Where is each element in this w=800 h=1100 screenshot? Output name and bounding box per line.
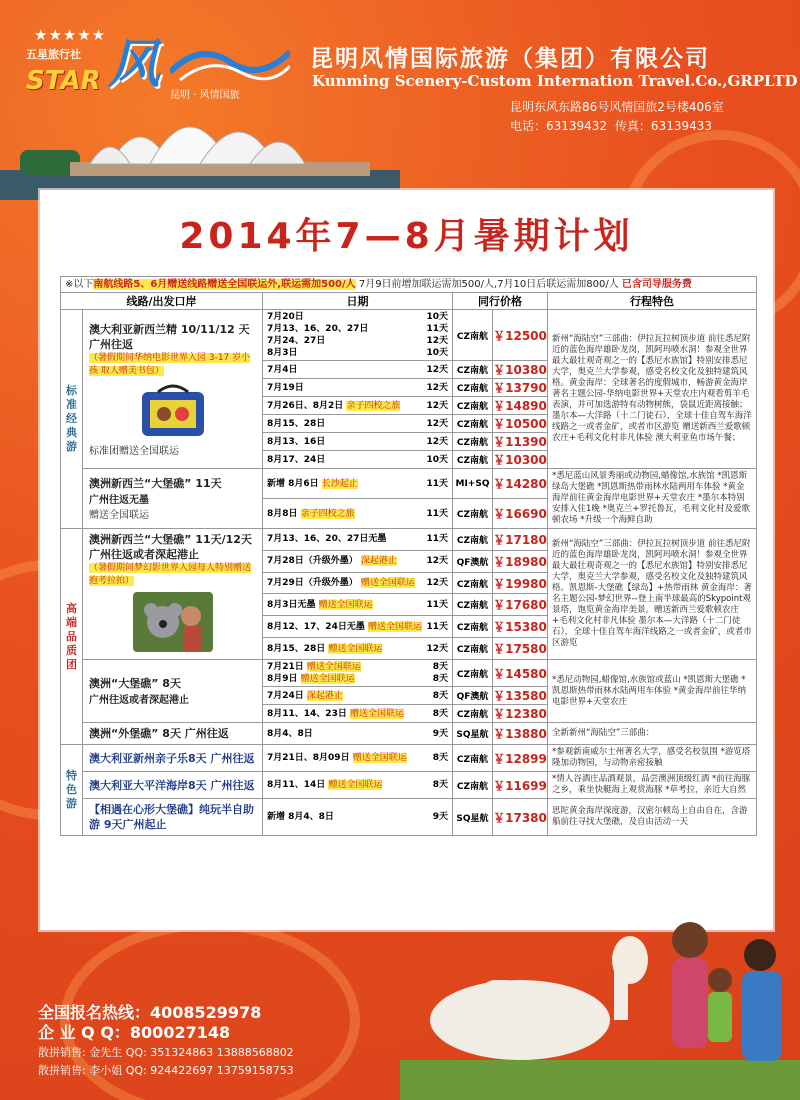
sydney-opera-house-icon <box>0 80 400 200</box>
feature-cell: 思陀黄金海岸深度游，汉密尔顿岛上自由自在，含游船前往寻找大堡礁，及自由活动一天 <box>548 799 757 836</box>
table-row <box>61 529 757 551</box>
date-line: 7月4日 12天 <box>267 364 448 375</box>
feature-cell: *情人谷酒庄品酒观景，品尝澳洲顶级红酒 *前往海豚之乡，乘坐快艇海上观赏海豚 *草考拉，亲近大自然 <box>548 772 757 799</box>
company-name-en: Kunming Scenery-Custom Internation Travel.Co.,GRPLTD <box>312 72 798 90</box>
feature-cell: 新州“海陆空”三部曲：伊拉瓦拉树顶步道 前往悉尼附近的蓝色海岸雄卧龙岗，凯阿玛喷水洞！参观全世界最大最壮观奇观之一的【悉尼水族馆】特别安排悉尼大学，奥克兰大学参观，感受名校文化及独特建筑风格。凯恩斯-大堡礁【绿岛】+热带雨林 黄金海岸：著名主题公园-梦幻世界--登上南半球最高的Skypoint观景塔，饱览黄金海岸美景。赠送新西兰爱歌顿农庄+毛利文化村非凡体验 墨尔本—大洋路（十二门徒石），全球十佳自驾车海洋线路之一或者金矿，或者市区游览 <box>548 529 757 660</box>
notice-bar <box>60 276 757 293</box>
category-label: 高端品质团 <box>61 529 83 745</box>
sales-contact-1: 散拼销售: 金先生 QQ: 351324863 13888568802 <box>38 1046 294 1059</box>
date-cell <box>263 660 453 687</box>
table-row <box>61 772 757 799</box>
family-alpaca-photo <box>400 900 800 1100</box>
table-row <box>61 660 757 687</box>
airline-cell: QF澳航 <box>453 550 493 572</box>
header-price: 同行价格 <box>453 293 548 310</box>
feature-cell: *悉尼蓝山风景秀丽或动物园,蜡像馆,水族馆 *凯恩斯绿岛大堡礁 *凯恩斯热带雨林水陆两用车体验 *黄金海岸前往黄金海岸电影世界+天堂农庄 *墨尔本特别安排入住1晚 *奥克兰+罗托鲁瓦，毛利文化村及爱歌顿农场 *升级一个海鲜自助 <box>548 469 757 529</box>
notice-prefix: ※以下 <box>65 279 94 290</box>
date-line: 7月24、27日 12天 <box>267 336 448 346</box>
page-title: 2014年7—8月暑期计划 <box>179 216 634 257</box>
route-cell <box>83 469 263 529</box>
airline-cell: CZ南航 <box>453 745 493 772</box>
date-cell <box>263 687 453 705</box>
price-cell: ￥19980 <box>493 572 548 594</box>
airline-cell: CZ南航 <box>453 397 493 415</box>
date-line: 7月20日 10天 <box>267 312 448 322</box>
airline-cell: CZ南航 <box>453 705 493 723</box>
route-note: （暑假期间梦幻影世界入园每人特别赠送抱考拉拍） <box>89 563 252 586</box>
date-cell <box>263 772 453 799</box>
route-subtitle: 广州往返无墨 <box>89 495 149 506</box>
date-cell <box>263 550 453 572</box>
wave-icon <box>170 42 290 82</box>
notice-mid: 7月9日前增加联运需加500/人,7月10日后联运需加800/人 <box>358 279 619 290</box>
feature-cell: *悉尼动物园,蜡像馆,水族馆或蓝山 *凯恩斯大堡礁 *凯恩斯热带雨林水陆两用车体验 *黄金海岸前往华纳电影世界+天堂农庄 <box>548 660 757 723</box>
route-title: 澳大利亚新西兰精 10/11/12 天广州往返 <box>89 322 250 351</box>
route-title: 澳大利亚新州亲子乐8天 广州往返 <box>89 751 255 765</box>
airline-cell: CZ南航 <box>453 529 493 551</box>
date-cell <box>263 799 453 836</box>
date-line: 8月11、14、23日 赠送全国联运 8天 <box>267 708 448 719</box>
price-cell: ￥10500 <box>493 415 548 433</box>
route-subtitle: 广州往返或者深起港止 <box>89 695 189 706</box>
price-cell: ￥11699 <box>493 772 548 799</box>
date-line: 7月19日 12天 <box>267 382 448 393</box>
airline-cell: MI+SQ <box>453 469 493 499</box>
airline-cell: CZ南航 <box>453 572 493 594</box>
route-cell <box>83 660 263 723</box>
date-cell <box>263 451 453 469</box>
price-cell: ￥14580 <box>493 660 548 687</box>
date-cell <box>263 499 453 529</box>
airline-cell: CZ南航 <box>453 451 493 469</box>
airline-cell: QF澳航 <box>453 687 493 705</box>
route-cell <box>83 745 263 772</box>
date-line: 8月11、14日 赠送全国联运 8天 <box>267 780 448 790</box>
airline-cell: CZ南航 <box>453 638 493 660</box>
notice-red: 南航线路5、6月赠送线路赠送全国联运外,联运需加500/人 <box>93 279 356 290</box>
schoolbag-photo <box>138 382 208 438</box>
hotline: 全国报名热线：4008529978 <box>38 1003 262 1022</box>
price-cell: ￥10380 <box>493 361 548 379</box>
date-cell <box>263 745 453 772</box>
date-line: 8月4、8日 9天 <box>267 728 448 739</box>
date-cell <box>263 310 453 361</box>
airline-cell: SQ星航 <box>453 723 493 745</box>
five-stars-icon: ★★★★★ <box>34 26 107 44</box>
date-line: 8月3日 10天 <box>267 348 448 358</box>
date-cell <box>263 723 453 745</box>
date-line: 7月13、16、20、27日无墨 11天 <box>267 534 448 545</box>
route-cell <box>83 772 263 799</box>
price-cell: ￥13580 <box>493 687 548 705</box>
airline-cell: SQ星航 <box>453 799 493 836</box>
date-line: 7月13、16、20、27日 11天 <box>267 324 448 334</box>
company-fax: 传真：63139433 <box>614 119 713 133</box>
price-cell: ￥18980 <box>493 550 548 572</box>
date-cell <box>263 469 453 499</box>
table-row <box>61 310 757 361</box>
date-cell <box>263 415 453 433</box>
date-cell <box>263 433 453 451</box>
airline-cell: CZ南航 <box>453 361 493 379</box>
airline-cell: CZ南航 <box>453 310 493 361</box>
date-cell <box>263 638 453 660</box>
sales-contact-2: 散拼销售: 李小姐 QQ: 924422697 13759158753 <box>38 1064 294 1077</box>
koala-photo <box>133 592 213 652</box>
date-cell <box>263 397 453 415</box>
route-title: 【相遇在心形大堡礁】纯玩半自助游 9天广州起止 <box>89 803 254 831</box>
date-line: 8月8日 亲子四校之旅 11天 <box>267 508 448 519</box>
date-line: 7月29日（升级外墨） 赠送全国联运 12天 <box>267 578 448 589</box>
date-cell <box>263 705 453 723</box>
date-line: 8月9日 赠送全国联运 8天 <box>267 674 448 684</box>
price-cell: ￥17380 <box>493 799 548 836</box>
enterprise-qq: 企 业 Q Q：800027148 <box>38 1023 231 1042</box>
route-title: 澳洲“外堡礁” 8天 广州往返 <box>89 727 229 740</box>
airline-cell: CZ南航 <box>453 616 493 638</box>
brand-line2: STAR <box>26 66 101 96</box>
date-line: 7月28日（升级外墨） 深起港止 12天 <box>267 556 448 567</box>
header-feature: 行程特色 <box>548 293 757 310</box>
route-title: 澳洲新西兰“大堡礁” 11天/12天广州往返或者深起港止 <box>89 533 252 561</box>
date-line: 7月21日 赠送全国联运 8天 <box>267 662 448 672</box>
date-cell <box>263 594 453 616</box>
price-cell: ￥17580 <box>493 638 548 660</box>
price-cell: ￥12899 <box>493 745 548 772</box>
price-cell: ￥15380 <box>493 616 548 638</box>
price-cell: ￥13790 <box>493 379 548 397</box>
company-phone: 电话：63139432 <box>510 119 608 133</box>
price-cell: ￥12500 <box>493 310 548 361</box>
price-cell: ￥17680 <box>493 594 548 616</box>
date-cell <box>263 379 453 397</box>
airline-cell: CZ南航 <box>453 594 493 616</box>
table-row <box>61 745 757 772</box>
header-route: 线路/出发口岸 <box>61 293 263 310</box>
date-cell <box>263 572 453 594</box>
date-line: 8月17、24日 10天 <box>267 454 448 465</box>
date-line: 新增 8月6日 长沙起止 11天 <box>267 478 448 489</box>
date-cell <box>263 616 453 638</box>
date-line: 7月26日、8月2日 亲子四校之旅 12天 <box>267 400 448 411</box>
route-cell <box>83 310 263 469</box>
route-title: 澳洲“大堡礁” 8天 <box>89 677 181 690</box>
price-cell: ￥14890 <box>493 397 548 415</box>
airline-cell: CZ南航 <box>453 660 493 687</box>
route-title: 澳大利亚大平洋海岸8天 广州往返 <box>89 778 255 792</box>
notice-tail: 已含司导服务费 <box>621 279 692 290</box>
date-line: 7月24日 深起港止 8天 <box>267 690 448 701</box>
airline-cell: CZ南航 <box>453 379 493 397</box>
date-cell <box>263 529 453 551</box>
date-cell <box>263 361 453 379</box>
date-line: 8月12、17、24日无墨 赠送全国联运 11天 <box>267 621 448 632</box>
company-address: 昆明东风东路86号风情国旅2号楼406室 <box>510 100 724 114</box>
route-extra: 标准团赠送全国联运 <box>89 445 179 457</box>
category-label: 特色游 <box>61 745 83 836</box>
company-contact <box>510 117 712 134</box>
date-line: 8月15、28日 赠送全国联运 12天 <box>267 643 448 654</box>
route-extra: 赠送全国联运 <box>89 510 149 521</box>
table-row <box>61 799 757 836</box>
airline-cell: CZ南航 <box>453 433 493 451</box>
brand-line1: 五星旅行社 <box>26 48 81 61</box>
feature-cell: *参观新南威尔士州著名大学，感受名校氛围 *游览塔隆加动物园，与动物亲密接触 <box>548 745 757 772</box>
brand-subtitle: 昆明 · 风情国旅 <box>170 90 240 101</box>
feature-cell: 新州“海陆空”三部曲：伊拉瓦拉树顶步道 前往悉尼附近的蓝色海岸雄卧龙岗，凯阿玛喷水洞！参观全世界最大最壮观奇观之一的【悉尼水族馆】特别安排悉尼大学，奥克兰大学参观，感受名校文化及独特建筑风格。黄金海岸：全球著名的度假城市，畅游黄金海岸著名主题公园-华纳电影世界+天堂农庄内观看剪羊毛表演，并可加选游特有动物树熊，袋鼠近距离接触；墨尔本—大洋路（十二门徒石），全球十佳自驾车海洋线路之一或者金矿，或者市区游览 赠送新西兰爱歌顿农庄+毛利文化村非凡体验 澳大利亚鱼市场午餐； <box>548 310 757 469</box>
company-name-cn: 昆明风情国际旅游（集团）有限公司 <box>310 46 710 72</box>
table-row <box>61 469 757 499</box>
price-cell: ￥16690 <box>493 499 548 529</box>
price-cell: ￥13880 <box>493 723 548 745</box>
price-cell: ￥11390 <box>493 433 548 451</box>
price-cell: ￥14280 <box>493 469 548 499</box>
airline-cell: CZ南航 <box>453 499 493 529</box>
route-cell <box>83 799 263 836</box>
airline-cell: CZ南航 <box>453 415 493 433</box>
brand-feng-glyph: 风 <box>108 34 161 95</box>
route-cell <box>83 529 263 660</box>
date-line: 8月13、16日 12天 <box>267 436 448 447</box>
date-line: 8月3日无墨 赠送全国联运 11天 <box>267 599 448 610</box>
category-label: 标准经典游 <box>61 310 83 529</box>
price-cell: ￥17180 <box>493 529 548 551</box>
price-cell: ￥10300 <box>493 451 548 469</box>
table-row <box>61 723 757 745</box>
header-dates: 日期 <box>263 293 453 310</box>
table-header-row <box>61 293 757 310</box>
table-body <box>61 310 757 836</box>
feature-cell: 全新新州“海陆空”三部曲： <box>548 723 757 745</box>
route-cell <box>83 723 263 745</box>
airline-cell: CZ南航 <box>453 772 493 799</box>
date-line: 7月21日、8月09日 赠送全国联运 8天 <box>267 753 448 763</box>
price-cell: ￥12380 <box>493 705 548 723</box>
schedule-card <box>40 190 773 930</box>
date-line: 新增 8月4、8日 9天 <box>267 812 448 822</box>
route-note: （暑假期间华纳电影世界入园 3-17 岁小孩 取人赠美书包） <box>89 352 251 376</box>
route-title: 澳洲新西兰“大堡礁” 11天 <box>89 477 222 490</box>
schedule-table <box>60 292 757 836</box>
date-line: 8月15、28日 12天 <box>267 418 448 429</box>
